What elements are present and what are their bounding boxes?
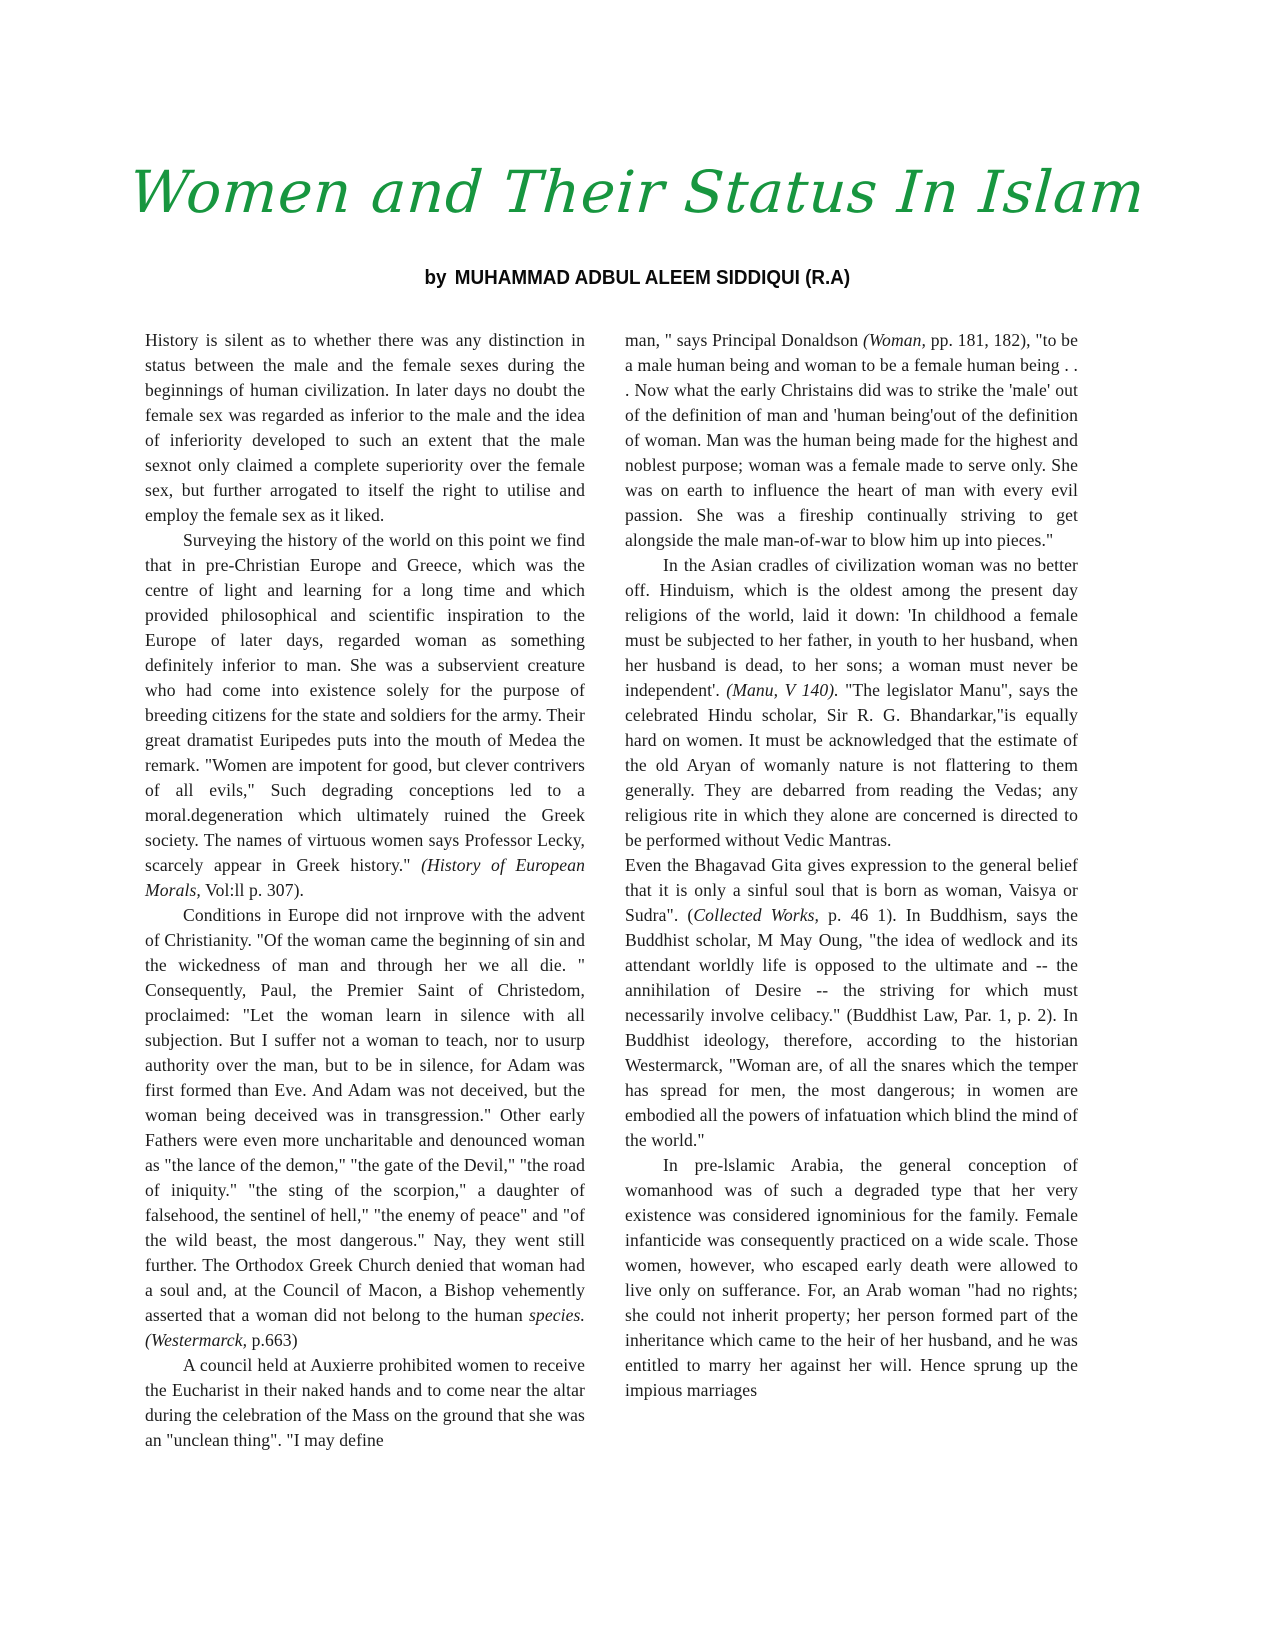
citation-italic-text: Collected Works, bbox=[693, 905, 820, 925]
body-text: A council held at Auxierre prohibited women to receive the Eucharist in their naked hands and to come near the altar during the celebration of the Mass on the ground that she was an "unclean thing". "I may define bbox=[145, 1355, 585, 1450]
citation-italic-text: (Manu, V 140). bbox=[726, 680, 839, 700]
body-text: "The legislator Manu", says the celebrated Hindu scholar, Sir R. G. Bhandarkar,"is equally hard on women. It must be acknowledged that the estimate of the old Aryan of womanly nature is not flattering to them generally. They are debarred from reading the Vedas; any religious rite in which they alone are concerned is directed to be performed without Vedic Mantras. bbox=[625, 680, 1078, 850]
paragraph bbox=[145, 903, 585, 1353]
paragraph bbox=[625, 553, 1078, 853]
byline bbox=[0, 266, 1275, 290]
left-column bbox=[145, 328, 585, 1453]
byline-text bbox=[425, 266, 851, 290]
text-columns bbox=[145, 328, 1078, 1453]
body-text: Surveying the history of the world on this point we find that in pre-Christian Europe and Greece, which was the centre of light and learning for a long time and which provided philosophical and scientific inspiration to the Europe of later days, regarded woman as something definitely inferior to man. She was a subservient creature who had come into existence solely for the purpose of breeding citizens for the state and soldiers for the army. Their great dramatist Euripedes puts into the mouth of Medea the remark. "Women are impotent for good, but clever contrivers of all evils," Such degrading conceptions led to a moral.degeneration which ultimately ruined the Greek society. The names of virtuous women says Professor Lecky, scarcely appear in Greek history." bbox=[145, 530, 585, 875]
body-text: In the Asian cradles of civilization woman was no better off. Hinduism, which is the oldest among the present day religions of the world, laid it down: 'In childhood a female must be subjected to her father, in youth to her husband, when her husband is dead, to her sons; a woman must never be independent'. bbox=[625, 555, 1078, 700]
page-title: Women and Their Status In Islam bbox=[127, 158, 1148, 226]
byline-prefix: by bbox=[424, 266, 447, 289]
body-text: In pre-lslamic Arabia, the general conception of womanhood was of such a degraded type that her very existence was considered ignominious for the family. Female infanticide was consequently practiced on a wide scale. Those women, however, who escaped early death were allowed to live only on sufferance. For, an Arab woman "had no rights; she could not inherit property; her person formed part of the inheritance which came to the heir of her husband, and he was entitled to marry her against her will. Hence sprung up the impious marriages bbox=[625, 1155, 1078, 1400]
citation-italic-text: (History of European Morals, bbox=[145, 855, 585, 900]
body-text: Conditions in Europe did not irnprove with the advent of Christianity. "Of the woman came the beginning of sin and the wickedness of man and through her we all die. " Consequently, Paul, the Premier Saint of Christedom, proclaimed: "Let the woman learn in silence with all subjection. But I suffer not a woman to teach, nor to usurp authority over the man, but to be in silence, for Adam was first formed than Eve. And Adam was not deceived, but the woman being deceived was in transgression." Other early Fathers were even more uncharitable and denounced woman as "the lance of the demon," "the gate of the Devil," "the road of iniquity." "the sting of the scorpion," a daughter of falsehood, the sentinel of hell," "the enemy of peace" and "of the wild beast, the most dangerous." Nay, they went still further. The Orthodox Greek Church denied that woman had a soul and, at the Council of Macon, a Bishop vehemently asserted that a woman did not belong to the human bbox=[145, 905, 585, 1325]
paragraph bbox=[625, 328, 1078, 553]
citation-italic-text: (Woman, bbox=[862, 330, 927, 350]
paragraph bbox=[625, 1153, 1078, 1403]
paragraph bbox=[145, 1353, 585, 1453]
citation-italic-text: species. (Westermarck, bbox=[145, 1305, 585, 1350]
body-text: pp. 181, 182), "to be a male human being and woman to be a female human being . . . Now what the early Christains did was to strike the 'male' out of the definition of man and 'human being'out of the definition of woman. Man was the human being made for the highest and noblest purpose; woman was a female made to serve only. She was on earth to influence the heart of man with every evil passion. She was a fireship continually striving to get alongside the male man-of-war to blow him up into pieces." bbox=[625, 330, 1078, 550]
byline-author: MUHAMMAD ADBUL ALEEM SIDDIQUI (R.A) bbox=[454, 266, 851, 289]
body-text: Vol:ll p. 307). bbox=[200, 880, 305, 900]
paragraph bbox=[625, 853, 1078, 1153]
body-text: p.663) bbox=[247, 1330, 298, 1350]
paragraph bbox=[145, 528, 585, 903]
paragraph bbox=[145, 328, 585, 528]
body-text: History is silent as to whether there was any distinction in status between the male and the female sexes during the beginnings of human civilization. In later days no doubt the female sex was regarded as inferior to the male and the idea of inferiority developed to such an extent that the male sexnot only claimed a complete superiority over the female sex, but further arrogated to itself the right to utilise and employ the female sex as it liked. bbox=[145, 330, 585, 525]
body-text: man, " says Principal Donaldson bbox=[625, 330, 863, 350]
body-text: Even the Bhagavad Gita gives expression to the general belief that it is only a sinful soul that is born as woman, Vaisya or Sudra". ( bbox=[625, 855, 1078, 925]
right-column bbox=[625, 328, 1078, 1453]
body-text: p. 46 1). In Buddhism, says the Buddhist scholar, M May Oung, "the idea of wedlock and its attendant worldly life is opposed to the ultimate and -- the annihilation of Desire -- the striving for which must necessarily involve celibacy." (Buddhist Law, Par. 1, p. 2). In Buddhist ideology, therefore, according to the historian Westermarck, "Woman are, of all the snares which the temper has spread for men, the most dangerous; in women are embodied all the powers of infatuation which blind the mind of the world." bbox=[625, 905, 1078, 1150]
